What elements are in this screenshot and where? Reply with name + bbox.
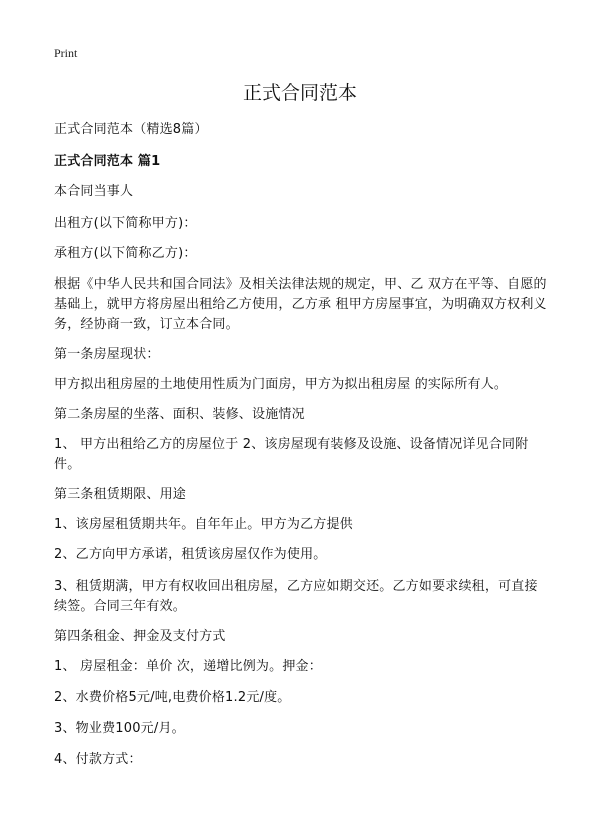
document-subtitle: 正式合同范本（精选8篇） [54, 122, 208, 137]
paragraph: 3、物业费100元/月。 [54, 721, 185, 736]
document-title: 正式合同范本 [242, 82, 357, 104]
section-heading: 正式合同范本 篇1 [54, 154, 161, 169]
paragraph: 3、租赁期满，甲方有权收回出租房屋，乙方应如期交还。乙方如要求续租，可直接续签。合同三年有效。 [54, 579, 538, 614]
paragraph: 2、乙方向甲方承诺，租赁该房屋仅作为使用。 [54, 547, 327, 562]
article-heading: 第一条房屋现状： [54, 347, 160, 362]
article-heading: 第四条租金、押金及支付方式 [54, 629, 226, 644]
paragraph: 2、水费价格5元/吨,电费价格1.2元/度。 [54, 690, 291, 705]
article-heading: 第三条租赁期限、用途 [54, 487, 187, 502]
paragraph: 出租方(以下简称甲方)： [54, 216, 197, 231]
paragraph: 承租方(以下简称乙方)： [54, 246, 197, 261]
paragraph: 1、 甲方出租给乙方的房屋位于 2、该房屋现有装修及设施、设备情况详见合同附件。 [54, 437, 529, 472]
print-link[interactable]: Print [54, 46, 78, 60]
paragraph: 1、该房屋租赁期共年。自年年止。甲方为乙方提供 [54, 517, 353, 532]
paragraph: 甲方拟出租房屋的土地使用性质为门面房，甲方为拟出租房屋 的实际所有人。 [54, 377, 508, 392]
paragraph: 根据《中华人民共和国合同法》及相关法律法规的规定，甲、乙 双方在平等、自愿的基础上，就甲方将房屋出租给乙方使用，乙方承 租甲方房屋事宜，为明确双方权利义务，经协商一致，订立本合同。 [54, 277, 547, 332]
paragraph: 1、 房屋租金：单价 次，递增比例为。押金： [54, 659, 322, 674]
article-heading: 第二条房屋的坐落、面积、装修、设施情况 [54, 407, 305, 422]
paragraph: 本合同当事人 [54, 184, 134, 199]
paragraph: 4、付款方式： [54, 752, 142, 767]
